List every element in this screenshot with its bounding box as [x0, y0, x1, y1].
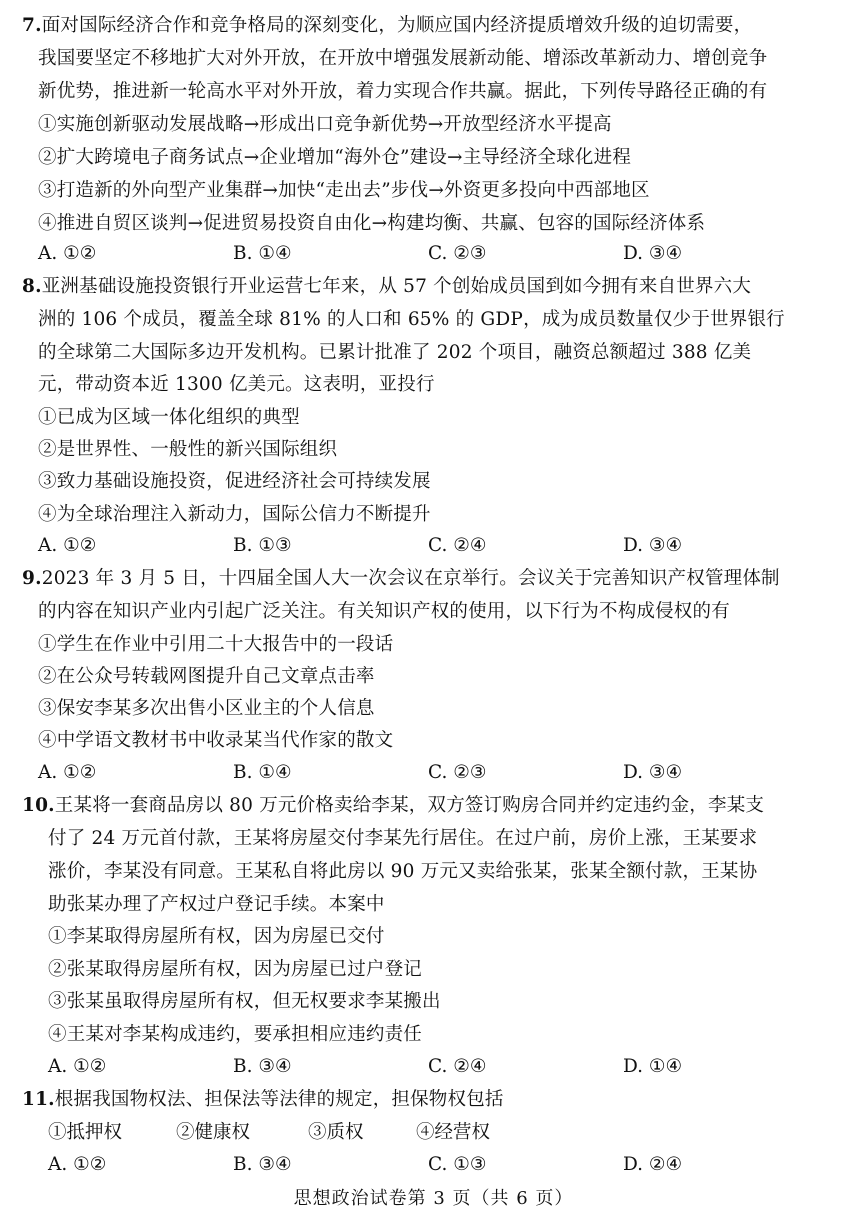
question-10-option-d[interactable]: D. ①④ — [623, 1056, 683, 1077]
question-7-option-b[interactable]: B. ①④ — [233, 243, 292, 264]
question-7-statement-1: ①实施创新驱动发展战略→形成出口竞争新优势→开放型经济水平提高 — [38, 114, 612, 135]
question-8-option-d[interactable]: D. ③④ — [623, 535, 683, 556]
question-11-statement-2: ②健康权 — [176, 1122, 251, 1143]
question-9-statement-4: ④中学语文教材书中收录某当代作家的散文 — [38, 730, 394, 751]
question-8-statement-4: ④为全球治理注入新动力，国际公信力不断提升 — [38, 504, 431, 525]
question-7-stem-line-2: 我国要坚定不移地扩大对外开放，在开放中增强发展新动能、增添改革新动力、增创竞争 — [38, 48, 768, 69]
question-10-statement-1: ①李某取得房屋所有权，因为房屋已交付 — [48, 926, 385, 947]
question-9-statement-2: ②在公众号转载网图提升自己文章点击率 — [38, 666, 375, 687]
question-8-statement-3: ③致力基础设施投资，促进经济社会可持续发展 — [38, 471, 431, 492]
page-footer: 思想政治试卷第 3 页（共 6 页） — [293, 1188, 574, 1209]
question-10-stem-line-4: 助张某办理了产权过户登记手续。本案中 — [48, 894, 385, 915]
question-8-stem-line-2: 洲的 106 个成员，覆盖全球 81% 的人口和 65% 的 GDP，成为成员数量仅少于世界银行 — [38, 309, 785, 330]
question-9-option-d[interactable]: D. ③④ — [623, 762, 683, 783]
question-9-stem-line-1 — [22, 563, 780, 595]
question-8-number: 8. — [22, 276, 42, 297]
question-7-option-c[interactable]: C. ②③ — [428, 243, 487, 264]
question-9-option-c[interactable]: C. ②③ — [428, 762, 487, 783]
question-9-stem-line-2: 的内容在知识产业内引起广泛关注。有关知识产权的使用，以下行为不构成侵权的有 — [38, 601, 730, 622]
question-9-number: 9. — [22, 568, 42, 589]
question-11-option-c[interactable]: C. ①③ — [428, 1154, 487, 1175]
question-10-statement-3: ③张某虽取得房屋所有权，但无权要求李某搬出 — [48, 991, 441, 1012]
question-11-stem-line-1 — [22, 1084, 504, 1116]
question-11-statement-3: ③质权 — [308, 1122, 364, 1143]
question-8-statement-1: ①已成为区域一体化组织的典型 — [38, 407, 300, 428]
question-8-statement-2: ②是世界性、一般性的新兴国际组织 — [38, 439, 338, 460]
question-8-stem-line-3: 的全球第二大国际多边开发机构。已累计批准了 202 个项目，融资总额超过 388 亿美 — [38, 342, 752, 363]
question-7-option-a[interactable]: A. ①② — [38, 243, 97, 264]
question-9-statement-3: ③保安李某多次出售小区业主的个人信息 — [38, 698, 375, 719]
question-7-stem-line-3: 新优势，推进新一轮高水平对外开放，着力实现合作共赢。据此，下列传导路径正确的有 — [38, 81, 768, 102]
question-7-statement-2: ②扩大跨境电子商务试点→企业增加“海外仓”建设→主导经济全球化进程 — [38, 147, 632, 168]
question-8-stem-text-1: 亚洲基础设施投资银行开业运营七年来，从 57 个创始成员国到如今拥有来自世界六大 — [41, 276, 752, 297]
question-7-statement-4: ④推进自贸区谈判→促进贸易投资自由化→构建均衡、共赢、包容的国际经济体系 — [38, 213, 706, 234]
question-9-stem-text-1: 2023 年 3 月 5 日，十四届全国人大一次会议在京举行。会议关于完善知识产权管理体制 — [41, 568, 780, 589]
question-10-stem-text-1: 王某将一套商品房以 80 万元价格卖给李某，双方签订购房合同并约定违约金，李某支 — [54, 795, 765, 816]
question-7-stem-text-1: 面对国际经济合作和竞争格局的深刻变化，为顺应国内经济提质增效升级的迫切需要， — [41, 15, 753, 36]
question-7-stem-line-1 — [22, 10, 752, 42]
question-9-statement-1: ①学生在作业中引用二十大报告中的一段话 — [38, 634, 394, 655]
question-10-statement-4: ④王某对李某构成违约，要承担相应违约责任 — [48, 1024, 423, 1045]
question-10-stem-line-1 — [22, 790, 764, 822]
question-11-statement-4: ④经营权 — [416, 1122, 491, 1143]
question-10-option-b[interactable]: B. ③④ — [233, 1056, 292, 1077]
question-8-option-a[interactable]: A. ①② — [38, 535, 97, 556]
question-11-stem-text-1: 根据我国物权法、担保法等法律的规定，担保物权包括 — [54, 1089, 504, 1110]
question-11-option-d[interactable]: D. ②④ — [623, 1154, 683, 1175]
question-9-option-a[interactable]: A. ①② — [38, 762, 97, 783]
question-7-option-d[interactable]: D. ③④ — [623, 243, 683, 264]
question-8-option-b[interactable]: B. ①③ — [233, 535, 292, 556]
question-10-number: 10. — [22, 795, 55, 816]
question-11-statement-1: ①抵押权 — [48, 1122, 123, 1143]
question-8-option-c[interactable]: C. ②④ — [428, 535, 487, 556]
question-7-number: 7. — [22, 15, 42, 36]
question-10-option-a[interactable]: A. ①② — [48, 1056, 107, 1077]
question-11-option-b[interactable]: B. ③④ — [233, 1154, 292, 1175]
question-8-stem-line-1 — [22, 271, 751, 303]
question-7-statement-3: ③打造新的外向型产业集群→加快“走出去”步伐→外资更多投向中西部地区 — [38, 180, 650, 201]
question-10-stem-line-2: 付了 24 万元首付款，王某将房屋交付李某先行居住。在过户前，房价上涨，王某要求 — [48, 828, 758, 849]
question-10-statement-2: ②张某取得房屋所有权，因为房屋已过户登记 — [48, 959, 423, 980]
question-9-option-b[interactable]: B. ①④ — [233, 762, 292, 783]
question-11-option-a[interactable]: A. ①② — [48, 1154, 107, 1175]
question-10-stem-line-3: 涨价，李某没有同意。王某私自将此房以 90 万元又卖给张某，张某全额付款，王某协 — [48, 861, 758, 882]
question-11-number: 11. — [22, 1089, 55, 1110]
question-10-option-c[interactable]: C. ②④ — [428, 1056, 487, 1077]
question-8-stem-line-4: 元，带动资本近 1300 亿美元。这表明，亚投行 — [38, 374, 435, 395]
